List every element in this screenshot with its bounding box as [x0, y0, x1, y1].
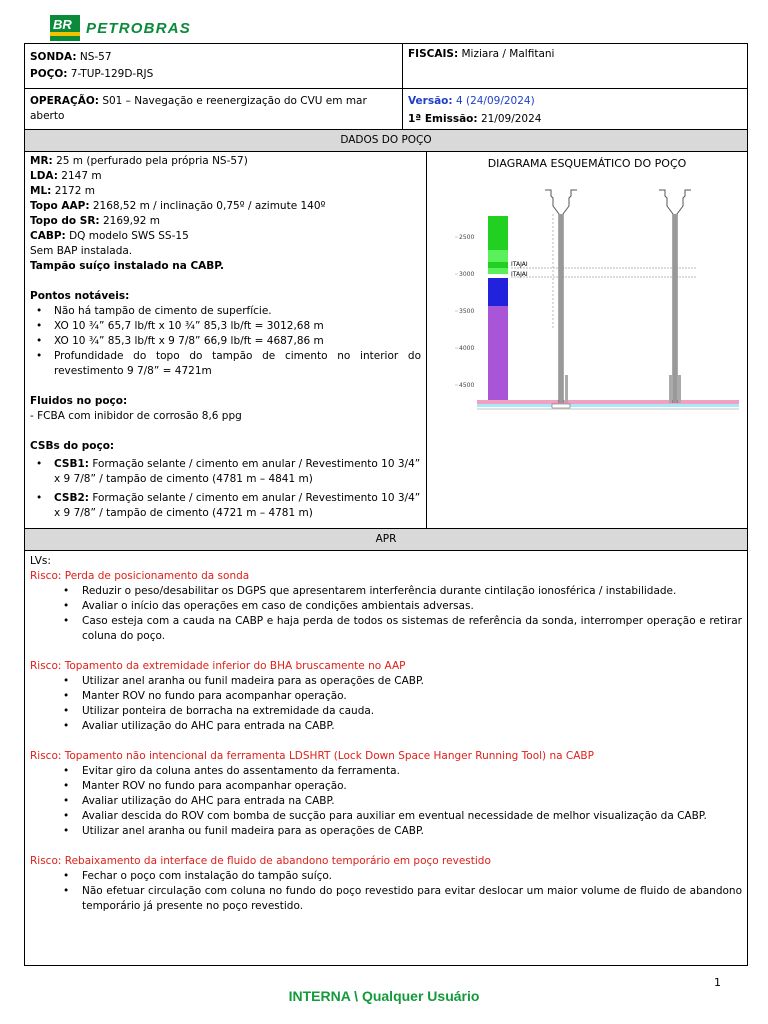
well-field-value: 25 m (perfurado pela própria NS-57)	[56, 155, 248, 167]
list-item: • Profundidade do topo do tampão de cimento no interior do revestimento 9 7/8” = 4721m	[30, 349, 421, 379]
apr-content	[25, 551, 747, 965]
depth-tick: 3000	[459, 271, 475, 278]
risk-title: Risco: Topamento da extremidade inferior do BHA bruscamente no AAP	[30, 660, 406, 672]
well-schematic-1	[545, 190, 577, 408]
list-item: • Utilizar anel aranha ou funil madeira para as operações de CABP.	[30, 824, 742, 839]
pontos-title: Pontos notáveis:	[30, 290, 130, 302]
list-item	[30, 457, 421, 487]
band-cyan	[477, 404, 739, 407]
band-pink	[477, 400, 739, 404]
risk-list	[30, 764, 742, 839]
csb1-text: Formação selante / cimento em anular / Revestimento 10 3/4” x 9 7/8” / tampão de cimento (4781 m – 4841 m)	[54, 458, 421, 485]
list-item: • Avaliar utilização do AHC para entrada na CABP.	[30, 794, 742, 809]
list-item: • Caso esteja com a cauda na CABP e haja perda de todos os sistemas de referência da sonda, interromper operação e retirar coluna do poço.	[30, 614, 742, 644]
fluidos-value: - FCBA com inibidor de corrosão 8,6 ppg	[30, 410, 242, 422]
sonda-value: NS-57	[79, 51, 112, 63]
risk-title: Risco: Topamento não intencional da ferramenta LDSHRT (Lock Down Space Hanger Running Tool) na CABP	[30, 750, 594, 762]
well-field-value: DQ modelo SWS SS-15	[69, 230, 189, 242]
apr-section-title: APR	[25, 529, 747, 550]
depth-tick: 2500	[459, 234, 475, 241]
poco-value: 7-TUP-129D-RJS	[70, 68, 154, 80]
risk-list	[30, 584, 742, 644]
list-item	[30, 491, 421, 521]
well-field	[30, 229, 421, 244]
risk-title: Risco: Perda de posicionamento da sonda	[30, 570, 250, 582]
list-item: • Não efetuar circulação com coluna no fundo do poço revestido para evitar deslocar um maior volume de fluido de abandono temporário já presente no poço revestido.	[30, 884, 742, 914]
versao-label: Versão:	[408, 95, 453, 107]
list-item: • Fechar o poço com instalação do tampão suíço.	[30, 869, 742, 884]
well-field	[30, 214, 421, 229]
risk-list	[30, 674, 742, 734]
dados-text-cell	[25, 152, 426, 528]
petrobras-logo	[50, 14, 191, 42]
lithology-blue	[488, 278, 508, 306]
operacao-label: OPERAÇÃO:	[30, 95, 99, 107]
list-item: • Utilizar ponteira de borracha na extremidade da cauda.	[30, 704, 742, 719]
well-field-label: MR:	[30, 155, 53, 167]
fiscais-label: FISCAIS:	[408, 48, 459, 60]
operacao-cell	[25, 89, 402, 129]
well-field	[30, 199, 421, 214]
csb1-label: CSB1:	[54, 458, 89, 470]
list-item: • XO 10 ¾” 85,3 lb/ft x 9 7/8” 66,9 lb/ft = 4687,86 m	[30, 334, 421, 349]
sonda-poco-cell	[25, 44, 402, 88]
versao-cell	[402, 89, 747, 129]
pontos-list	[30, 304, 421, 379]
csbs-list	[30, 457, 421, 521]
diagram-title: DIAGRAMA ESQUEMÁTICO DO POÇO	[487, 157, 687, 170]
lvs-label: LVs:	[30, 555, 51, 567]
logo-text: PETROBRAS	[86, 19, 191, 37]
document-table	[24, 43, 748, 966]
formation-label: ITAJAI	[511, 271, 528, 278]
well-field-value: 2169,92 m	[102, 215, 160, 227]
well-field	[30, 184, 421, 199]
list-item: • XO 10 ¾” 65,7 lb/ft x 10 ¾” 85,3 lb/ft = 3012,68 m	[30, 319, 421, 334]
well-schematic-2	[659, 190, 691, 403]
emissao-label: 1ª Emissão:	[408, 113, 478, 125]
fluidos-title: Fluidos no poço:	[30, 395, 128, 407]
classification-footer: INTERNA \ Qualquer Usuário	[288, 988, 480, 1004]
sem-bap: Sem BAP instalada.	[30, 245, 133, 257]
csbs-title: CSBs do poço:	[30, 440, 115, 452]
well-field-value: 2147 m	[61, 170, 102, 182]
poco-label: POÇO:	[30, 68, 68, 80]
list-item: • Utilizar anel aranha ou funil madeira para as operações de CABP.	[30, 674, 742, 689]
operacao-value: S01 – Navegação e reenergização do CVU em mar aberto	[30, 95, 367, 122]
list-item: • Manter ROV no fundo para acompanhar operação.	[30, 689, 742, 704]
list-item: • Reduzir o peso/desabilitar os DGPS que apresentarem interferência durante cintilação ionosférica / instabilidade.	[30, 584, 742, 599]
well-field-value: 2172 m	[54, 185, 95, 197]
depth-tick: 4500	[459, 382, 475, 389]
well-field-label: ML:	[30, 185, 52, 197]
well-field-label: CABP:	[30, 230, 66, 242]
fiscais-cell	[402, 44, 747, 88]
br-logo-icon: BR	[50, 15, 80, 41]
sonda-label: SONDA:	[30, 51, 77, 63]
well-diagram	[447, 178, 747, 423]
list-item: • Avaliar o início das operações em caso de condições ambientais adversas.	[30, 599, 742, 614]
fiscais-value: Miziara / Malfitani	[461, 48, 555, 60]
dados-section-title: DADOS DO POÇO	[25, 130, 747, 151]
depth-tick: 3500	[459, 308, 475, 315]
list-item: • Não há tampão de cimento de superfície.	[30, 304, 421, 319]
formation-label: ITAJAI	[511, 261, 528, 268]
well-field-label: Topo do SR:	[30, 215, 100, 227]
risk-title: Risco: Rebaixamento da interface de fluido de abandono temporário em poço revestido	[30, 855, 491, 867]
list-item: • Evitar giro da coluna antes do assentamento da ferramenta.	[30, 764, 742, 779]
lithology-purple	[488, 306, 508, 400]
well-fields	[30, 154, 421, 244]
diagram-cell	[426, 152, 747, 528]
csb2-text: Formação selante / cimento em anular / Revestimento 10 3/4” x 9 7/8” / tampão de cimento (4721 m – 4781 m)	[54, 492, 421, 519]
well-field-label: Topo AAP:	[30, 200, 90, 212]
page-number: 1	[714, 976, 721, 989]
versao-value: 4 (24/09/2024)	[455, 95, 535, 107]
lithology-green	[488, 216, 508, 250]
depth-tick: 4000	[459, 345, 475, 352]
well-field-value: 2168,52 m / inclinação 0,75º / azimute 140º	[92, 200, 326, 212]
well-field	[30, 169, 421, 184]
list-item: • Avaliar utilização do AHC para entrada na CABP.	[30, 719, 742, 734]
risk-list	[30, 869, 742, 914]
well-field	[30, 154, 421, 169]
csb2-label: CSB2:	[54, 492, 89, 504]
list-item: • Avaliar descida do ROV com bomba de sucção para auxiliar em eventual necessidade de melhor visualização da CABP.	[30, 809, 742, 824]
tampao-note: Tampão suíço instalado na CABP.	[30, 260, 225, 272]
well-field-label: LDA:	[30, 170, 58, 182]
list-item: • Manter ROV no fundo para acompanhar operação.	[30, 779, 742, 794]
emissao-value: 21/09/2024	[480, 113, 542, 125]
